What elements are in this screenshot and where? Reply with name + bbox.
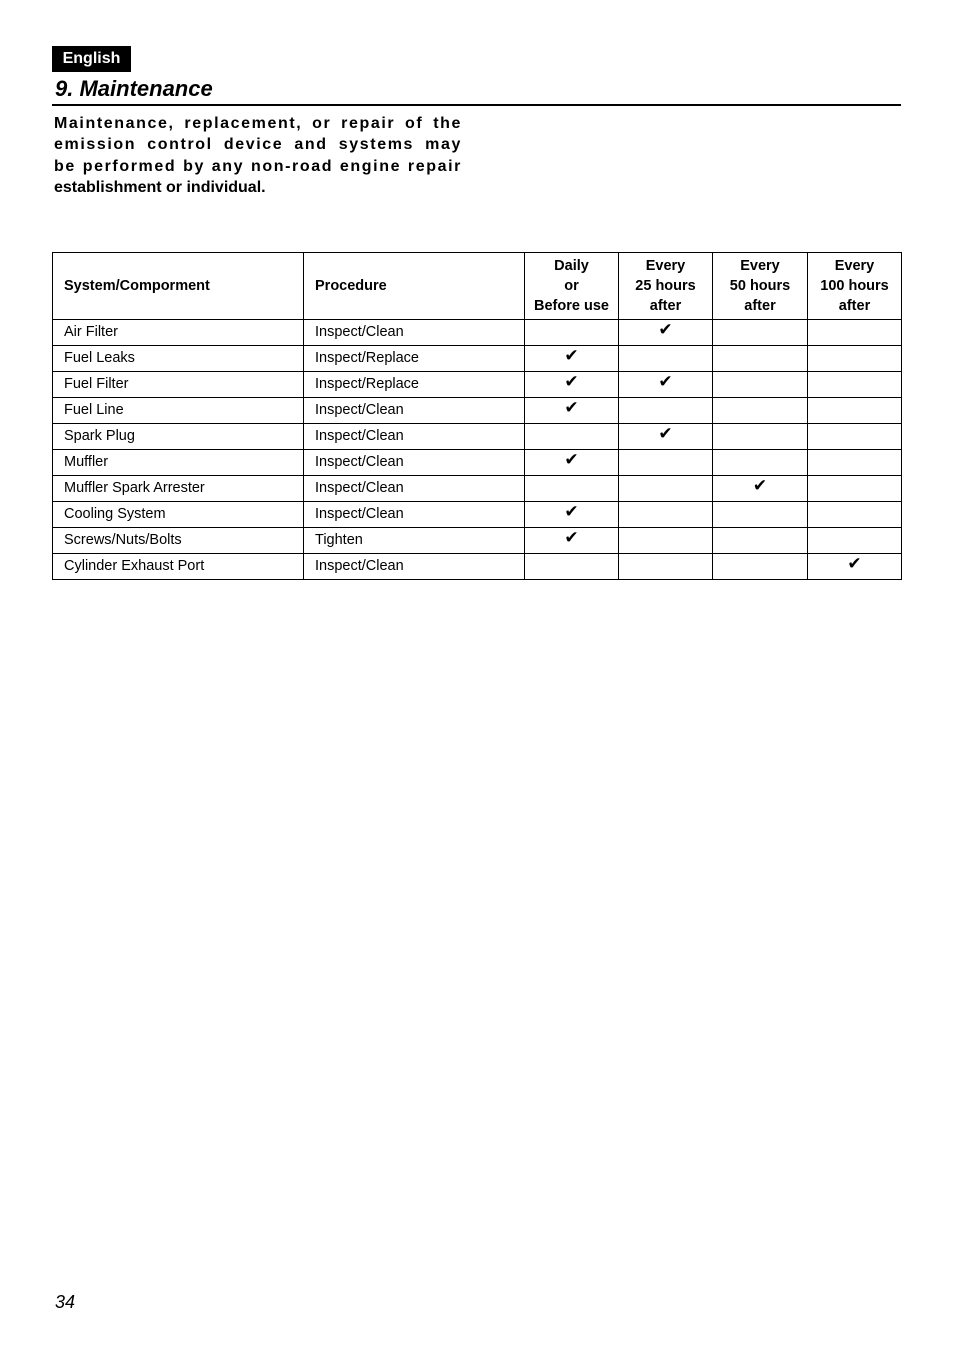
check-mark-icon: ✔ bbox=[564, 502, 579, 521]
header-line: after bbox=[744, 298, 776, 314]
interval-cell bbox=[713, 554, 808, 580]
table-row bbox=[53, 424, 902, 450]
check-mark-icon: ✔ bbox=[752, 476, 768, 495]
procedure-cell: Inspect/Clean bbox=[304, 450, 525, 476]
check-mark-icon: ✔ bbox=[658, 320, 673, 339]
procedure-cell: Inspect/Clean bbox=[304, 502, 525, 528]
header-line: Before use bbox=[534, 298, 609, 314]
procedure-cell: Inspect/Clean bbox=[304, 476, 525, 502]
procedure-cell: Tighten bbox=[304, 528, 525, 554]
intro-paragraph bbox=[54, 113, 462, 198]
table-row bbox=[53, 320, 902, 346]
interval-cell bbox=[525, 346, 619, 372]
intro-justified-lines: Maintenance, replacement, or repair of the emission control device and systems may be performed by any non-road engine repair bbox=[54, 115, 462, 175]
header-line: 100 hours bbox=[820, 278, 889, 294]
header-line: Daily bbox=[554, 258, 589, 274]
header-line: Every bbox=[740, 258, 780, 274]
interval-cell bbox=[808, 502, 902, 528]
interval-cell bbox=[525, 320, 619, 346]
interval-cell bbox=[619, 502, 713, 528]
interval-cell bbox=[713, 476, 808, 502]
interval-cell bbox=[808, 476, 902, 502]
interval-cell bbox=[713, 346, 808, 372]
header-line: after bbox=[649, 298, 682, 314]
interval-cell bbox=[808, 554, 902, 580]
language-badge: English bbox=[52, 46, 131, 72]
interval-cell bbox=[713, 372, 808, 398]
header-line: 25 hours bbox=[635, 278, 696, 294]
interval-cell bbox=[525, 372, 619, 398]
system-cell: Spark Plug bbox=[53, 424, 304, 450]
interval-cell bbox=[525, 502, 619, 528]
interval-cell bbox=[808, 320, 902, 346]
table-row bbox=[53, 528, 902, 554]
check-mark-icon: ✔ bbox=[564, 398, 579, 417]
column-header-daily bbox=[525, 253, 619, 320]
check-mark-icon: ✔ bbox=[658, 424, 673, 443]
interval-cell bbox=[619, 554, 713, 580]
system-cell: Cooling System bbox=[53, 502, 304, 528]
interval-cell bbox=[525, 450, 619, 476]
interval-cell bbox=[525, 398, 619, 424]
interval-cell bbox=[525, 424, 619, 450]
column-header-system bbox=[53, 253, 304, 320]
table-row bbox=[53, 554, 902, 580]
table-row bbox=[53, 346, 902, 372]
interval-cell bbox=[808, 346, 902, 372]
check-mark-icon: ✔ bbox=[847, 554, 862, 573]
column-header-procedure bbox=[304, 253, 525, 320]
table-row bbox=[53, 450, 902, 476]
check-mark-icon: ✔ bbox=[658, 372, 673, 391]
system-cell: Cylinder Exhaust Port bbox=[53, 554, 304, 580]
procedure-cell: Inspect/Clean bbox=[304, 554, 525, 580]
check-mark-icon: ✔ bbox=[564, 528, 579, 547]
system-cell: Fuel Line bbox=[53, 398, 304, 424]
procedure-cell: Inspect/Clean bbox=[304, 424, 525, 450]
header-line: Procedure bbox=[315, 278, 387, 294]
interval-cell bbox=[713, 424, 808, 450]
interval-cell bbox=[808, 450, 902, 476]
interval-cell bbox=[525, 528, 619, 554]
interval-cell bbox=[619, 320, 713, 346]
interval-cell bbox=[619, 476, 713, 502]
interval-cell bbox=[619, 398, 713, 424]
header-line: 50 hours bbox=[729, 278, 791, 294]
section-title: 9. Maintenance bbox=[55, 76, 213, 101]
check-mark-icon: ✔ bbox=[564, 450, 579, 469]
header-line: or bbox=[564, 278, 579, 294]
procedure-cell: Inspect/Clean bbox=[304, 398, 525, 424]
table-header-row bbox=[53, 253, 902, 320]
table-row bbox=[53, 398, 902, 424]
system-cell: Muffler Spark Arrester bbox=[53, 476, 304, 502]
interval-cell bbox=[619, 372, 713, 398]
interval-cell bbox=[808, 424, 902, 450]
interval-cell bbox=[713, 398, 808, 424]
interval-cell bbox=[619, 346, 713, 372]
column-header-50-hours bbox=[713, 253, 808, 320]
procedure-cell: Inspect/Replace bbox=[304, 346, 525, 372]
check-mark-icon: ✔ bbox=[564, 346, 579, 365]
header-line: after bbox=[838, 298, 871, 314]
header-line: Every bbox=[834, 258, 875, 274]
title-divider bbox=[52, 104, 901, 106]
table-body bbox=[53, 320, 902, 580]
system-cell: Muffler bbox=[53, 450, 304, 476]
system-cell: Screws/Nuts/Bolts bbox=[53, 528, 304, 554]
page-number: 34 bbox=[55, 1292, 76, 1312]
interval-cell bbox=[713, 450, 808, 476]
interval-cell bbox=[619, 450, 713, 476]
maintenance-schedule-table bbox=[52, 252, 902, 580]
system-cell: Air Filter bbox=[53, 320, 304, 346]
interval-cell bbox=[619, 424, 713, 450]
table-row bbox=[53, 502, 902, 528]
interval-cell bbox=[808, 398, 902, 424]
interval-cell bbox=[619, 528, 713, 554]
procedure-cell: Inspect/Clean bbox=[304, 320, 525, 346]
interval-cell bbox=[525, 554, 619, 580]
table-row bbox=[53, 372, 902, 398]
column-header-100-hours bbox=[808, 253, 902, 320]
interval-cell bbox=[713, 528, 808, 554]
interval-cell bbox=[525, 476, 619, 502]
system-cell: Fuel Filter bbox=[53, 372, 304, 398]
procedure-cell: Inspect/Replace bbox=[304, 372, 525, 398]
header-line: System/Comporment bbox=[64, 278, 210, 294]
column-header-25-hours bbox=[619, 253, 713, 320]
interval-cell bbox=[808, 528, 902, 554]
system-cell: Fuel Leaks bbox=[53, 346, 304, 372]
interval-cell bbox=[713, 320, 808, 346]
header-line: Every bbox=[645, 258, 686, 274]
table-row bbox=[53, 476, 902, 502]
interval-cell bbox=[713, 502, 808, 528]
intro-last-line: establishment or individual. bbox=[54, 178, 266, 196]
interval-cell bbox=[808, 372, 902, 398]
check-mark-icon: ✔ bbox=[564, 372, 579, 391]
